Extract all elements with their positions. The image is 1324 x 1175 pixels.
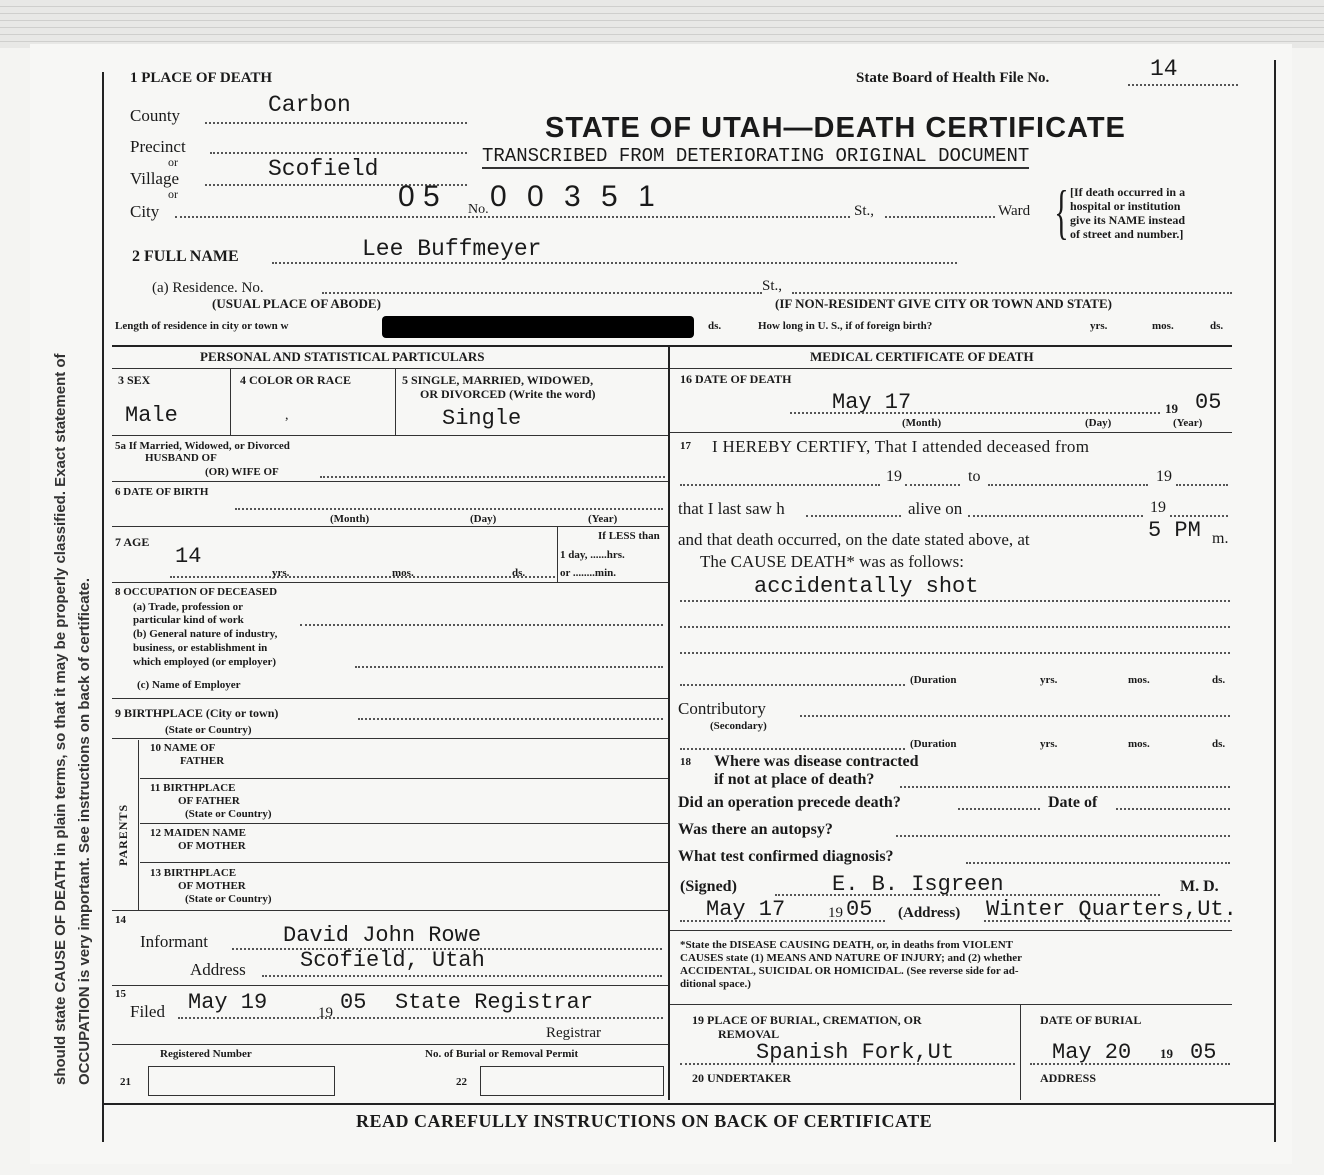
cause-label: The CAUSE DEATH* was as follows:	[700, 552, 964, 571]
date-of-death-label: 16 DATE OF DEATH	[680, 372, 792, 386]
death-time-m: m.	[1212, 530, 1229, 547]
footer-instruction: READ CAREFULLY INSTRUCTIONS ON BACK OF CERTIFICATE	[356, 1111, 933, 1131]
violent-note-4: ditional space.)	[680, 978, 751, 990]
hospital-note-3: give its NAME instead	[1070, 213, 1185, 227]
row-line-4	[112, 582, 668, 583]
spouse-line	[320, 476, 665, 478]
less-than-1: If LESS than	[598, 530, 660, 542]
filed-date: May 19	[188, 990, 268, 1015]
color-mark: ,	[285, 408, 289, 423]
cause-line-3	[680, 652, 1230, 654]
page-stack-edge	[0, 0, 1324, 48]
autopsy-line	[896, 835, 1230, 837]
mother-bp-1: 13 BIRTHPLACE	[150, 867, 237, 879]
informant-num: 14	[115, 914, 126, 926]
cert-no-label: No.	[468, 202, 489, 217]
color-divider	[395, 369, 396, 435]
parents-label: PARENTS	[116, 803, 130, 866]
burial-divider	[1020, 1005, 1021, 1100]
certificate-title: STATE OF UTAH—DEATH CERTIFICATE	[545, 112, 1126, 144]
violent-note-1: *State the DISEASE CAUSING DEATH, or, in deaths from VIOLENT	[680, 939, 1014, 951]
left-border	[102, 72, 104, 1142]
how-long-us-label: How long in U. S., if of foreign birth?	[758, 320, 933, 332]
birthplace-state: (State or Country)	[165, 724, 252, 736]
alive-19: 19	[1150, 499, 1166, 516]
certify-text: I HEREBY CERTIFY, That I attended deceased from	[712, 437, 1090, 456]
dob-line	[235, 508, 663, 510]
age-mos: mos.	[392, 567, 414, 579]
attend-to: to	[968, 468, 981, 485]
contrib-duration: (Duration	[910, 738, 957, 750]
less-than-2: 1 day, ......hrs.	[560, 549, 625, 561]
doctor-address: Winter Quarters,Ut.	[986, 897, 1237, 922]
dob-month: (Month)	[330, 513, 370, 525]
row-line-9	[112, 1044, 668, 1045]
village-value: Scofield	[268, 156, 379, 182]
informant-value: David John Rowe	[283, 923, 482, 948]
informant-address-line	[262, 975, 662, 977]
alive-19-line	[1170, 515, 1228, 517]
row-line-1	[112, 435, 668, 436]
occ-a1: (a) Trade, profession or	[133, 601, 243, 613]
attend-from-line	[680, 484, 880, 486]
file-no-label: State Board of Health File No.	[856, 70, 1050, 86]
occ-b1: (b) General nature of industry,	[133, 628, 278, 640]
death-date-line	[790, 412, 1160, 414]
age-line	[170, 576, 555, 578]
parents-line-2	[140, 823, 668, 824]
cause-mos: mos.	[1128, 674, 1150, 686]
certificate-subtitle: TRANSCRIBED FROM DETERIORATING ORIGINAL DOCUMENT	[482, 145, 1030, 167]
residence-line	[322, 292, 762, 294]
cause-yrs: yrs.	[1040, 674, 1058, 686]
father-bp-2: OF FATHER	[178, 795, 240, 807]
row-line-5	[112, 698, 668, 699]
attend-19a: 19	[886, 468, 902, 485]
hospital-note-2: hospital or institution	[1070, 199, 1181, 213]
informant-label: Informant	[140, 932, 208, 951]
or-label-2: or	[168, 187, 178, 201]
us-ds-label: ds.	[1210, 320, 1224, 332]
city-line	[175, 216, 850, 218]
length-ds-label: ds.	[708, 320, 722, 332]
marital-label-1: 5 SINGLE, MARRIED, WIDOWED,	[402, 373, 594, 387]
occ-b3: which employed (or employer)	[133, 656, 277, 668]
file-no-line	[1128, 84, 1238, 86]
sign-date-line	[680, 920, 885, 922]
attend-to-line	[988, 484, 1148, 486]
birthplace-line	[358, 718, 663, 720]
medical-line-3	[670, 1004, 1232, 1005]
county-line	[205, 122, 467, 124]
filed-line	[178, 1017, 663, 1019]
right-border	[1274, 60, 1276, 1142]
filed-num: 15	[115, 988, 126, 1000]
dob-label: 6 DATE OF BIRTH	[115, 486, 209, 498]
age-yrs: yrs.	[272, 567, 290, 579]
test-line	[966, 862, 1230, 864]
sign-date: May 17	[706, 897, 786, 922]
violent-note-3: ACCIDENTAL, SUICIDAL OR HOMICIDAL. (See reverse side for ad-	[680, 965, 1019, 977]
mother-bp-2: OF MOTHER	[178, 880, 246, 892]
death-month-label: (Month)	[902, 417, 942, 429]
mother-label-2: OF MOTHER	[178, 840, 246, 852]
us-mos-label: mos.	[1152, 320, 1174, 332]
dob-year: (Year)	[588, 513, 618, 525]
cause-ds: ds.	[1212, 674, 1226, 686]
place-of-death-label: 1 PLACE OF DEATH	[130, 70, 273, 86]
color-label: 4 COLOR OR RACE	[240, 373, 352, 387]
signed-value: E. B. Isgreen	[832, 872, 1004, 897]
contributory-label: Contributory	[678, 699, 766, 718]
occ-b2: business, or establishment in	[133, 642, 268, 654]
sex-label: 3 SEX	[118, 373, 151, 387]
st-label: St.,	[854, 203, 875, 219]
date-of-line	[1116, 808, 1230, 810]
address-label: (Address)	[898, 905, 961, 921]
father-label-2: FATHER	[180, 755, 225, 767]
undertaker-label: 20 UNDERTAKER	[692, 1071, 792, 1085]
length-residence-label: Length of residence in city or town w	[115, 320, 289, 332]
contrib-mos: mos.	[1128, 738, 1150, 750]
cause-duration: (Duration	[910, 674, 957, 686]
age-label: 7 AGE	[115, 535, 150, 549]
operation-line	[958, 808, 1040, 810]
date-of-label: Date of	[1048, 794, 1098, 811]
last-saw-line	[806, 515, 901, 517]
sign-year: 05	[846, 897, 873, 922]
non-resident-label: (IF NON-RESIDENT GIVE CITY OR TOWN AND STATE)	[775, 296, 1112, 311]
row-line-3	[112, 526, 668, 527]
informant-address: Scofield, Utah	[300, 948, 485, 973]
father-bp-1: 11 BIRTHPLACE	[150, 782, 236, 794]
contributory-line-1	[800, 715, 1230, 717]
city-label: City	[130, 202, 160, 221]
secondary-label: (Secondary)	[710, 720, 767, 732]
q18-line-2: if not at place of death?	[714, 771, 875, 788]
q18-num: 18	[680, 756, 691, 768]
test-label: What test confirmed diagnosis?	[678, 848, 894, 865]
burial-place-label-2: REMOVAL	[718, 1027, 780, 1041]
file-no-value: 14	[1150, 56, 1178, 82]
burial-year: 05	[1190, 1040, 1217, 1065]
burial-date-label: DATE OF BURIAL	[1040, 1013, 1142, 1027]
doctor-address-line	[984, 920, 1230, 922]
occ-c: (c) Name of Employer	[137, 679, 241, 691]
sex-divider	[230, 369, 231, 435]
medical-header: MEDICAL CERTIFICATE OF DEATH	[810, 349, 1034, 364]
informant-address-label: Address	[190, 960, 246, 979]
num-22: 22	[456, 1076, 467, 1088]
hospital-note-4: of street and number.]	[1070, 227, 1184, 241]
certify-num: 17	[680, 440, 691, 452]
burial-permit-box	[480, 1066, 664, 1096]
bottom-line	[102, 1103, 1274, 1105]
redaction-bar	[382, 316, 694, 338]
residence-st-label: St.,	[762, 278, 783, 294]
st-line	[885, 216, 995, 218]
us-yrs-label: yrs.	[1090, 320, 1108, 332]
attend-19a-line	[905, 484, 960, 486]
spouse-label-2: HUSBAND OF	[145, 452, 217, 464]
attend-19b: 19	[1156, 468, 1172, 485]
burial-place: Spanish Fork,Ut	[756, 1040, 955, 1065]
contributory-duration-line	[680, 748, 905, 750]
residence-label: (a) Residence. No.	[152, 280, 264, 296]
ward-label: Ward	[998, 203, 1031, 219]
parents-line-1	[140, 778, 668, 779]
burial-date-line	[1030, 1063, 1230, 1065]
last-saw-label: that I last saw h	[678, 499, 785, 518]
death-date: May 17	[832, 390, 912, 415]
burial-date: May 20	[1052, 1040, 1132, 1065]
margin-instruction-2: OCCUPATION is very important. See instructions on back of certificate.	[76, 577, 93, 1085]
signed-line	[775, 894, 1160, 896]
occ-a-line	[300, 624, 663, 626]
cert-number-right: 0 0 3 5 1	[490, 180, 661, 213]
cert-number-left: 0 5	[398, 180, 440, 213]
autopsy-label: Was there an autopsy?	[678, 821, 833, 838]
alive-on-line	[968, 515, 1143, 517]
occ-a2: particular kind of work	[133, 614, 244, 626]
attend-19b-line	[1176, 484, 1228, 486]
occurred-label: and that death occurred, on the date stated above, at	[678, 530, 1030, 549]
sign-year-prefix: 19	[828, 905, 843, 921]
county-value: Carbon	[268, 92, 351, 118]
contrib-ds: ds.	[1212, 738, 1226, 750]
filed-year-prefix: 19	[318, 1005, 333, 1021]
row-line-7	[112, 910, 668, 911]
residence-st-line	[792, 292, 1232, 294]
death-year-prefix: 19	[1165, 401, 1178, 416]
full-name-line	[272, 262, 957, 264]
margin-instruction-1: should state CAUSE OF DEATH in plain terms, so that it may be properly classified. Exact statement of	[52, 353, 69, 1085]
burial-year-prefix: 19	[1160, 1046, 1173, 1061]
center-divider	[668, 345, 670, 1100]
cause-value: accidentally shot	[754, 574, 979, 599]
medical-line-2	[670, 930, 1232, 931]
father-bp-3: (State or Country)	[185, 808, 272, 820]
mother-label-1: 12 MAIDEN NAME	[150, 827, 246, 839]
num-21: 21	[120, 1076, 131, 1088]
md-label: M. D.	[1180, 878, 1219, 895]
reg-number-box	[148, 1066, 335, 1096]
row-line-2	[112, 481, 668, 482]
row-line-6	[112, 738, 668, 739]
burial-place-line	[680, 1063, 1015, 1065]
reg-number-label: Registered Number	[160, 1048, 252, 1060]
father-label-1: 10 NAME OF	[150, 742, 216, 754]
q18-answer-line	[900, 786, 1230, 788]
burial-place-label-1: 19 PLACE OF BURIAL, CREMATION, OR	[692, 1013, 922, 1027]
cause-line-1	[680, 600, 1230, 602]
medical-line-1	[670, 432, 1232, 433]
dob-day: (Day)	[470, 513, 497, 525]
marital-label-2: OR DIVORCED (Write the word)	[420, 387, 596, 401]
birthplace-label: 9 BIRTHPLACE (City or town)	[115, 706, 279, 720]
full-name-value: Lee Buffmeyer	[362, 236, 542, 262]
death-year: 05	[1195, 390, 1222, 415]
or-label-1: or	[168, 155, 178, 169]
less-than-3: or ........min.	[560, 567, 617, 579]
sex-value: Male	[125, 403, 178, 428]
village-label: Village	[130, 169, 180, 188]
burial-address-label: ADDRESS	[1040, 1071, 1097, 1085]
filed-year: 05	[340, 990, 367, 1015]
cause-duration-line	[680, 684, 905, 686]
row-line-8	[112, 985, 668, 986]
death-year-label: (Year)	[1173, 417, 1203, 429]
occ-b-line	[355, 666, 663, 668]
death-time: 5 PM	[1148, 518, 1201, 543]
mother-bp-3: (State or Country)	[185, 893, 272, 905]
occupation-label: 8 OCCUPATION OF DECEASED	[115, 586, 278, 598]
q18-line-1: Where was disease contracted	[714, 753, 919, 770]
burial-permit-label: No. of Burial or Removal Permit	[425, 1048, 579, 1060]
registrar-label: Registrar	[546, 1025, 601, 1041]
precinct-label: Precinct	[130, 137, 186, 156]
alive-on-label: alive on	[908, 499, 963, 518]
signed-label: (Signed)	[680, 878, 737, 895]
cause-line-2	[680, 626, 1230, 628]
medical-header-line	[670, 368, 1232, 369]
age-divider	[557, 527, 558, 582]
age-value: 14	[175, 544, 202, 569]
violent-note-2: CAUSES state (1) MEANS AND NATURE OF INJURY; and (2) whether	[680, 952, 1023, 964]
precinct-line	[210, 152, 467, 154]
section-top-line	[112, 345, 1232, 347]
full-name-label: 2 FULL NAME	[132, 248, 239, 265]
hospital-note-1: [If death occurred in a	[1070, 185, 1186, 199]
contrib-yrs: yrs.	[1040, 738, 1058, 750]
filed-label: Filed	[130, 1002, 165, 1021]
age-ds: ds.	[512, 567, 526, 579]
personal-header: PERSONAL AND STATISTICAL PARTICULARS	[200, 349, 485, 364]
parents-line-3	[140, 862, 668, 863]
spouse-label-3: (OR) WIFE OF	[205, 466, 279, 478]
brace: {	[1054, 179, 1069, 245]
parents-divider	[138, 740, 139, 910]
county-label: County	[130, 106, 181, 125]
personal-header-line	[112, 368, 668, 369]
filed-registrar-typed: State Registrar	[395, 990, 594, 1015]
death-day-label: (Day)	[1085, 417, 1112, 429]
marital-value: Single	[442, 406, 522, 431]
operation-label: Did an operation precede death?	[678, 794, 901, 811]
usual-abode-label: (USUAL PLACE OF ABODE)	[212, 296, 381, 311]
spouse-label-1: 5a If Married, Widowed, or Divorced	[115, 440, 290, 452]
